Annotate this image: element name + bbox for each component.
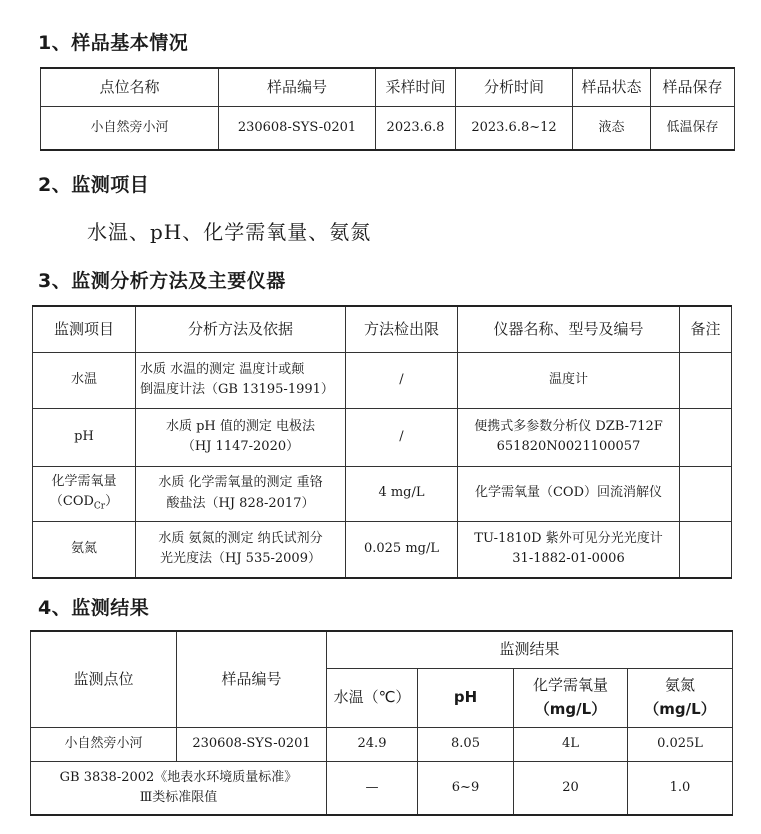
cell-instrument-line1: TU-1810D 紫外可见分光光度计 xyxy=(474,531,663,547)
cell-note xyxy=(680,352,732,408)
header-site-name: 点位名称 xyxy=(41,68,219,106)
header-item: 监测项目 xyxy=(33,306,136,352)
header-sample-id: 样品编号 xyxy=(219,68,376,106)
cell-water-temp: 24.9 xyxy=(327,727,418,761)
cell-method-line1: 水质 化学需氧量的测定 重铬 xyxy=(158,475,323,491)
header-ph: pH xyxy=(418,668,514,727)
header-results: 监测结果 xyxy=(327,631,733,668)
cell-sample-storage: 低温保存 xyxy=(651,106,735,150)
standard-name: GB 3838-2002《地表水环境质量标准》 xyxy=(59,769,298,785)
cell-analysis-time: 2023.6.8~12 xyxy=(456,106,573,150)
cell-instrument-line2: 651820N0021100057 xyxy=(496,439,641,454)
header-instrument: 仪器名称、型号及编号 xyxy=(458,306,680,352)
table-row xyxy=(31,761,733,815)
header-cod-unit: （mg/L） xyxy=(534,699,607,718)
standard-class: Ⅲ类标准限值 xyxy=(139,789,218,805)
cell-note xyxy=(680,466,732,521)
std-cod: 20 xyxy=(514,761,628,815)
table-row xyxy=(41,106,735,150)
cell-method-line1: 水质 水温的测定 温度计或颠 xyxy=(140,361,305,377)
cell-method-line1: 水质 pH 值的测定 电极法 xyxy=(165,418,316,434)
cell-method-line2: （HJ 1147-2020） xyxy=(181,439,300,454)
cell-ph: 8.05 xyxy=(418,727,514,761)
cell-ammonia: 0.025L xyxy=(628,727,733,761)
cell-method-line2: 光光度法（HJ 535-2009） xyxy=(160,551,321,567)
monitoring-items: 水温、pH、化学需氧量、氨氮 xyxy=(87,220,372,244)
cell-method-line2: 酸盐法（HJ 828-2017） xyxy=(166,495,315,511)
cell-note xyxy=(680,521,732,578)
cell-item: pH xyxy=(33,408,136,466)
sample-info-table xyxy=(40,67,735,151)
section-3-heading: 3、监测分析方法及主要仪器 xyxy=(38,270,286,292)
table-row xyxy=(33,352,732,408)
header-note: 备注 xyxy=(680,306,732,352)
std-water-temp: — xyxy=(327,761,418,815)
header-sampling-time: 采样时间 xyxy=(376,68,456,106)
header-sample-state: 样品状态 xyxy=(573,68,651,106)
header-cod: 化学需氧量 xyxy=(532,676,608,695)
header-site: 监测点位 xyxy=(31,631,177,727)
cell-method-line1: 水质 氨氮的测定 纳氏试剂分 xyxy=(158,531,323,547)
cell-sample-id: 230608-SYS-0201 xyxy=(177,727,327,761)
header-detection-limit: 方法检出限 xyxy=(346,306,458,352)
table-row xyxy=(31,727,733,761)
cell-limit: 4 mg/L xyxy=(346,466,458,521)
cell-limit: / xyxy=(346,408,458,466)
method-table xyxy=(32,305,732,579)
table-row xyxy=(33,521,732,578)
cell-sampling-time: 2023.6.8 xyxy=(376,106,456,150)
std-ammonia: 1.0 xyxy=(628,761,733,815)
cell-cod: 4L xyxy=(514,727,628,761)
cell-instrument: 温度计 xyxy=(458,352,680,408)
cell-limit: / xyxy=(346,352,458,408)
cell-item: 水温 xyxy=(33,352,136,408)
header-sample-id: 样品编号 xyxy=(177,631,327,727)
cell-limit: 0.025 mg/L xyxy=(346,521,458,578)
table-row xyxy=(33,466,732,521)
cell-instrument-line1: 便携式多参数分析仪 DZB-712F xyxy=(474,418,663,434)
header-method: 分析方法及依据 xyxy=(136,306,346,352)
cell-note xyxy=(680,408,732,466)
header-ammonia-unit: （mg/L） xyxy=(644,699,716,718)
cell-item: 化学需氧量 xyxy=(51,474,117,490)
cell-site-name: 小自然旁小河 xyxy=(41,106,219,150)
cell-item: 氨氮 xyxy=(33,521,136,578)
cell-site: 小自然旁小河 xyxy=(31,727,177,761)
cell-method-line2: 倒温度计法（GB 13195-1991） xyxy=(140,382,334,397)
header-ammonia: 氨氮 xyxy=(665,676,696,695)
header-water-temp: 水温（℃） xyxy=(327,668,418,727)
section-4-heading: 4、监测结果 xyxy=(38,597,150,619)
section-2-heading: 2、监测项目 xyxy=(38,174,150,196)
table-row xyxy=(33,408,732,466)
cell-sample-id: 230608-SYS-0201 xyxy=(219,106,376,150)
header-analysis-time: 分析时间 xyxy=(456,68,573,106)
section-1-heading: 1、样品基本情况 xyxy=(38,32,189,54)
results-table xyxy=(30,630,733,816)
header-sample-storage: 样品保存 xyxy=(651,68,735,106)
cell-instrument-line2: 31-1882-01-0006 xyxy=(512,551,625,567)
cell-sample-state: 液态 xyxy=(573,106,651,150)
cell-item-abbr: $(COD_{Cr})$ xyxy=(49,494,119,512)
cell-instrument: 化学需氧量（COD）回流消解仪 xyxy=(458,466,680,521)
std-ph: 6~9 xyxy=(418,761,514,815)
